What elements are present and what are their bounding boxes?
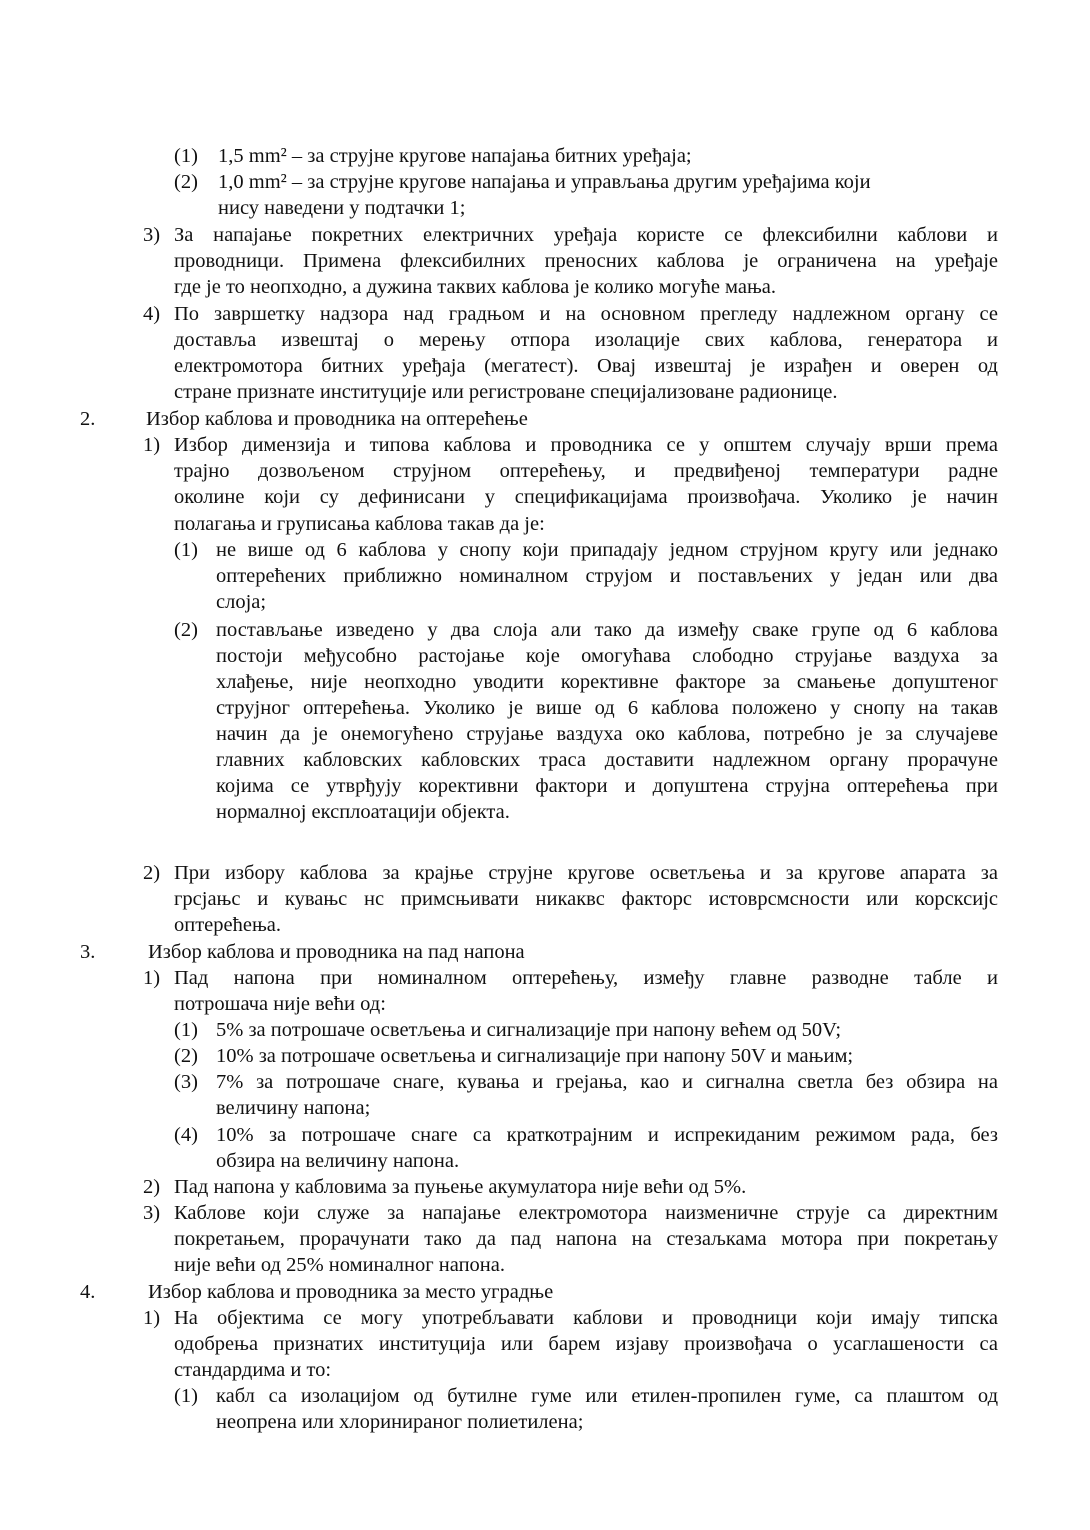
list-marker: (2) — [174, 1045, 198, 1067]
paragraph-line: неопрена или хлоринираног полиетилена; — [216, 1411, 584, 1433]
paragraph-line: не више од 6 каблова у снопу који припадају једном струјном кругу или једнако — [216, 539, 998, 561]
paragraph-line: нормалној експлоатацији објекта. — [216, 801, 510, 823]
list-marker: (1) — [174, 1019, 198, 1041]
paragraph-line: где је то неопходно, а дужина таквих каблова је колико могуће мања. — [174, 276, 777, 298]
list-marker: 1) — [143, 434, 161, 456]
paragraph-line: начин да је онемогућено струјање ваздуха око каблова, потребно је за случајеве — [216, 723, 998, 745]
list-marker: 1) — [143, 1307, 161, 1329]
paragraph-line: Пад напона у кабловима за пуњење акумулатора није већи од 5%. — [174, 1176, 747, 1198]
paragraph-line: оптерећених приближно номиналном струјом и постављених у један или два — [216, 565, 998, 587]
list-marker: (3) — [174, 1071, 198, 1093]
paragraph-line: доставља извештај о мерењу отпора изолације свих каблова, генератора и — [174, 329, 998, 351]
paragraph-line: потрошача није већи од: — [174, 993, 386, 1015]
paragraph-line: проводници. Примена флексибилних преносних каблова је ограничена на уређаје — [174, 250, 998, 272]
list-marker: (4) — [174, 1124, 198, 1146]
list-marker: (2) — [174, 171, 198, 193]
paragraph-line: хлађење, није неопходно уводити корективне факторе за смањење допуштеног — [216, 671, 998, 693]
paragraph-line: полагања и груписања каблова такав да је: — [174, 513, 545, 535]
list-item-text: 1,0 mm² – за струјне кругове напајања и управљања другим уређајима који — [218, 171, 871, 193]
paragraph-line: слоја; — [216, 591, 267, 613]
paragraph-line: околине који су дефинисани у спецификацијама произвођача. Уколико је начин — [174, 486, 998, 508]
paragraph-line: величину напона; — [216, 1097, 371, 1119]
section-number: 4. — [80, 1281, 96, 1303]
paragraph-line: стандардима и то: — [174, 1359, 332, 1381]
section-number: 2. — [80, 408, 96, 430]
paragraph-line: није већи од 25% номиналног напона. — [174, 1254, 506, 1276]
paragraph-line: За напајање покретних електричних уређаја користе се флексибилни каблови и — [174, 224, 998, 246]
list-item-text: нису наведени у подтачки 1; — [218, 197, 466, 219]
list-item-text: 1,5 mm² – за струјне кругове напајања битних уређаја; — [218, 145, 692, 167]
section-number: 3. — [80, 941, 96, 963]
list-marker: 3) — [143, 224, 161, 246]
paragraph-line: одобрења признатих институција или барем изјаву произвођача о усаглашености са — [174, 1333, 998, 1355]
section-heading: Избор каблова и проводника на оптерећење — [146, 408, 528, 430]
paragraph-line: При избору каблова за крајње струјне кругове осветљења и за кругове апарата за — [174, 862, 998, 884]
paragraph-line: обзира на величину напона. — [216, 1150, 460, 1172]
paragraph-line: постављање изведено у два слоја али тако да између сваке групе од 6 каблова — [216, 619, 998, 641]
paragraph-line: По завршетку надзора над градњом и на основном прегледу надлежном органу се — [174, 303, 998, 325]
list-marker: (1) — [174, 1385, 198, 1407]
paragraph-line: оптерећења. — [174, 914, 282, 936]
paragraph-line: струјног оптерећења. Уколико је више од 6 каблова положено у снопу на такав — [216, 697, 998, 719]
paragraph-line: електромотора битних уређаја (мегатест). Овај извештај је израђен и оверен од — [174, 355, 998, 377]
paragraph-line: постоји међусобно растојање које омогућава слободно струјање ваздуха за — [216, 645, 998, 667]
list-marker: (1) — [174, 539, 198, 561]
paragraph-line: главних кабловских кабловских траса доставити надлежном органу прорачуне — [216, 749, 998, 771]
paragraph-line: покретањем, прорачунати тако да пад напона на стезаљкама мотора при покретању — [174, 1228, 998, 1250]
list-marker: (2) — [174, 619, 198, 641]
section-heading: Избор каблова и проводника на пад напона — [148, 941, 525, 963]
list-marker: 3) — [143, 1202, 161, 1224]
paragraph-line: грсјањс и кувањс нс примсњивати никаквс факторс истоврсмсности или корсксијс — [174, 888, 998, 910]
paragraph-line: 10% за потрошаче осветљења и сигнализације при напону 50V и мањим; — [216, 1045, 854, 1067]
paragraph-line: 7% за потрошаче снаге, кувања и грејања, као и сигнална светла без обзира на — [216, 1071, 998, 1093]
paragraph-line: 10% за потрошаче снаге са краткотрајним и испрекиданим режимом рада, без — [216, 1124, 998, 1146]
list-marker: 1) — [143, 967, 161, 989]
list-marker: (1) — [174, 145, 198, 167]
paragraph-line: На објектима се могу употребљавати каблови и проводници који имају типска — [174, 1307, 998, 1329]
paragraph-line: Каблове који служе за напајање електромотора наизменичне струје са директним — [174, 1202, 998, 1224]
paragraph-line: Избор димензија и типова каблова и проводника се у општем случају врши према — [174, 434, 998, 456]
list-marker: 4) — [143, 303, 161, 325]
paragraph-line: Пад напона при номиналном оптерећењу, између главне разводне табле и — [174, 967, 998, 989]
list-marker: 2) — [143, 1176, 161, 1198]
paragraph-line: 5% за потрошаче осветљења и сигнализације при напону већем од 50V; — [216, 1019, 842, 1041]
paragraph-line: трајно дозвољеном струјном оптерећењу, и предвиђеној температури радне — [174, 460, 998, 482]
list-marker: 2) — [143, 862, 161, 884]
paragraph-line: којима се утврђују корективни фактори и допуштена струјна оптерећења при — [216, 775, 998, 797]
paragraph-line: кабл са изолацијом од бутилне гуме или етилен-пропилен гуме, са плаштом од — [216, 1385, 998, 1407]
paragraph-line: стране признате институције или регистроване специјализоване радионице. — [174, 381, 838, 403]
section-heading: Избор каблова и проводника за место уградње — [148, 1281, 554, 1303]
